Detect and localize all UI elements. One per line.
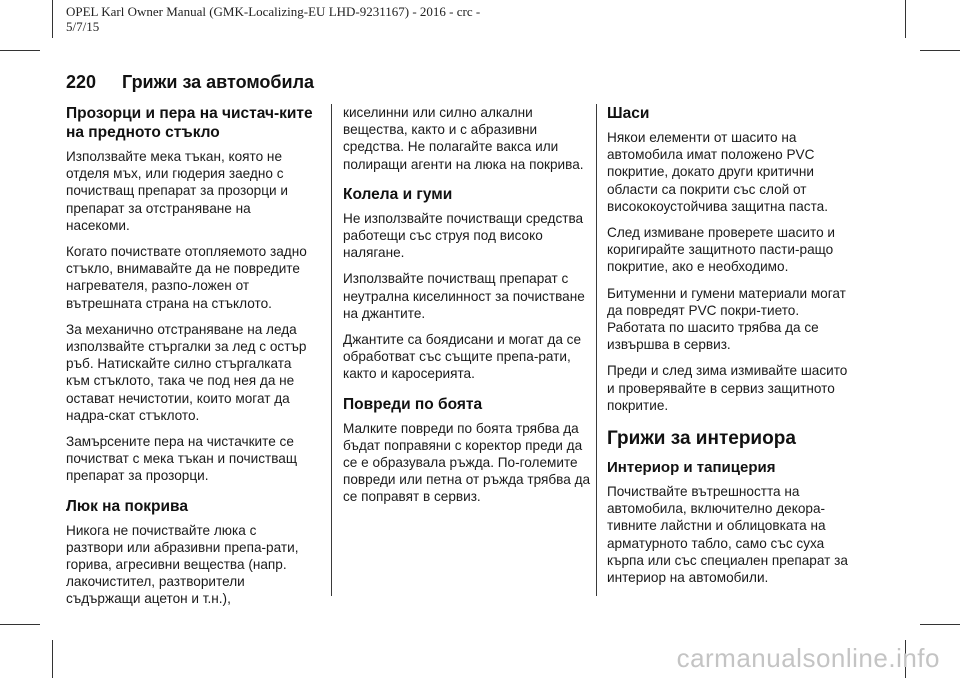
paragraph: киселинни или силно алкални вещества, както и с абразивни средства. Не полагайте вакса или полиращи агенти на люка на покрива. [343, 105, 584, 172]
section-heading-underbody: Шаси [607, 105, 650, 122]
document-header: OPEL Karl Owner Manual (GMK-Localizing-EU LHD-9231167) - 2016 - crc - 5/7/15 [66, 4, 481, 34]
paragraph: Никога не почиствайте люка с разтвори или абразивни препа-рати, горива, агресивни вещества (напр. лакочистител, разтворители съдържащи ацетон и т.н.), [66, 522, 299, 607]
section-heading-sunroof: Люк на покрива [66, 497, 188, 515]
crop-mark [52, 640, 53, 678]
column-1 [66, 104, 316, 617]
crop-mark [0, 50, 40, 51]
paragraph: Замърсените пера на чистачките се почистват с мека тъкан и почистващ препарат за прозорци. [66, 434, 298, 484]
crop-mark [920, 50, 960, 51]
paragraph: Малките повреди по боята трябва да бъдат поправяни с коректор преди да се е образувала ръжда. По-големите повреди или петна от ръжда трябва да се поправят в сервиз. [343, 420, 591, 505]
watermark: carmanualsonline.info [676, 643, 940, 673]
section-heading-paint-damage: Повреди по боята [343, 395, 483, 413]
paragraph: Използвайте почистващ препарат с неутрална киселинност за почистване на джантите. [343, 271, 585, 321]
column-divider [331, 104, 332, 596]
paragraph: Битуменни и гумени материали могат да повредят PVC покри-тието. Работата по шасито трябва да се извършва в сервиз. [607, 285, 846, 353]
column-3 [607, 104, 857, 595]
paragraph: След измиване проверете шасито и коригирайте защитното пасти-ращо покритие, ако е необходимо. [607, 225, 836, 275]
paragraph: Когато почиствате отопляемото задно стъкло, внимавайте да не повредите нагревателя, разпо-ложен от вътрешната страна на стъклото. [66, 244, 307, 311]
crop-mark [52, 0, 53, 38]
paragraph: Преди и след зима измивайте шасито и проверявайте в сервиз защитното покритие. [607, 363, 848, 413]
page-heading [66, 72, 314, 93]
section-heading-wheels-tyres: Колела и гуми [343, 185, 453, 203]
section-heading-interior-care: Грижи за интериора [607, 428, 796, 450]
paragraph: Почиствайте вътрешността на автомобила, включително декора-тивните лайстни и облицовката на арматурното табло, само със суха кърпа или със специален препарат за интериор на автомобили. [607, 484, 848, 586]
paragraph: Някои елементи от шасито на автомобила имат положено PVC покритие, докато други критични области са покрити със слой от висококоустойчива защитна паста. [607, 130, 829, 214]
section-heading-windows-wipers: Прозорци и пера на чистач-ките на предното стъкло [66, 105, 313, 141]
crop-mark [905, 0, 906, 38]
paragraph: За механично отстраняване на леда използвайте стъргалки за лед с остър ръб. Натискайте силно стъргалката към стъклото, така че под нея да не остават нечистотии, които могат да надра-скат стъклото. [66, 321, 307, 423]
paragraph: Не използвайте почистващи средства работещи със струя под високо налягане. [343, 210, 584, 261]
page-title: Грижи за автомобила [122, 72, 315, 92]
column-2 [343, 104, 593, 515]
paragraph: Джантите са боядисани и могат да се обработват със същите препа-рати, както и каросерията. [343, 332, 582, 382]
page-number: 220 [66, 72, 97, 92]
crop-mark [0, 624, 40, 625]
crop-mark [920, 624, 960, 625]
subsection-heading-interior-upholstery: Интериор и тапицерия [607, 459, 776, 477]
column-divider [596, 104, 597, 596]
paragraph: Използвайте мека тъкан, която не отделя мъх, или гюдерия заедно с почистващ препарат за прозорци и препарат за отстраняване на насекоми. [66, 149, 288, 233]
